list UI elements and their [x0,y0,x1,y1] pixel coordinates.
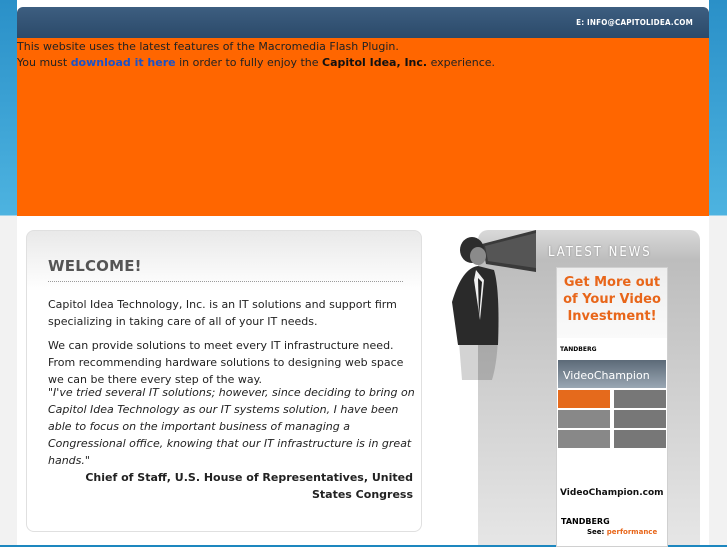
tagline-performance: performance [606,528,658,536]
ad-footer-url[interactable]: VideoChampion.com [560,488,664,498]
ad-grid-cell [614,430,666,448]
megaphone-man-reflection [452,330,547,380]
flash-line2-prefix: You must [17,56,71,69]
header-bar [17,7,709,38]
latest-news-title: LATEST NEWS [548,245,652,260]
flash-line2-middle: in order to fully enjoy the [175,56,323,69]
ad-brand-small: TANDBERG [560,346,597,353]
ad-grid-cell [558,410,610,428]
video-champion-ad[interactable] [556,267,668,547]
welcome-title: WELCOME! [48,257,142,275]
tandberg-tagline [587,528,657,536]
flash-brand-name: Capitol Idea, Inc. [322,56,428,69]
welcome-panel [26,230,422,532]
ad-hero [557,268,667,338]
ad-headline: Get More out of Your Video Investment! [563,275,661,324]
ad-grid-cell [558,390,610,408]
header-email[interactable]: E: INFO@CAPITOLIDEA.COM [576,18,693,27]
megaphone-man-image [452,230,547,345]
flash-notice-line1: This website uses the latest features of the Macromedia Flash Plugin. [17,40,399,53]
ad-grid-cell [558,430,610,448]
welcome-paragraph-2: We can provide solutions to meet every IT infrastructure need. From recommending hardware solutions to designing web space we can be there every step of the way. [48,339,404,386]
download-flash-link[interactable]: download it here [70,56,176,69]
flash-notice [17,38,709,216]
testimonial-quote: "I've tried several IT solutions; however, since deciding to bring on Capitol Idea Technology as our IT systems solution, I have been able to focus on the important business of managing a Congressional office, knowing that our IT infrastructure is in great hands." [48,386,415,467]
ad-grid-cell [614,390,666,408]
flash-notice-line2 [17,56,495,69]
ad-grid-cell [614,410,666,428]
page-background-left [0,0,17,545]
tandberg-logo: TANDBERG [561,517,610,526]
welcome-paragraph-1: Capitol Idea Technology, Inc. is an IT solutions and support firm specializing in taking care of all of your IT needs. [48,298,397,328]
page-background-right [709,0,727,545]
ad-video-label: VideoChampion [563,369,650,382]
ad-menu-grid [558,390,666,450]
welcome-divider [48,281,403,282]
flash-line2-suffix: experience. [427,56,496,69]
testimonial-signature: Chief of Staff, U.S. House of Representatives, United States Congress [85,471,413,501]
tagline-see: See: [587,528,607,536]
